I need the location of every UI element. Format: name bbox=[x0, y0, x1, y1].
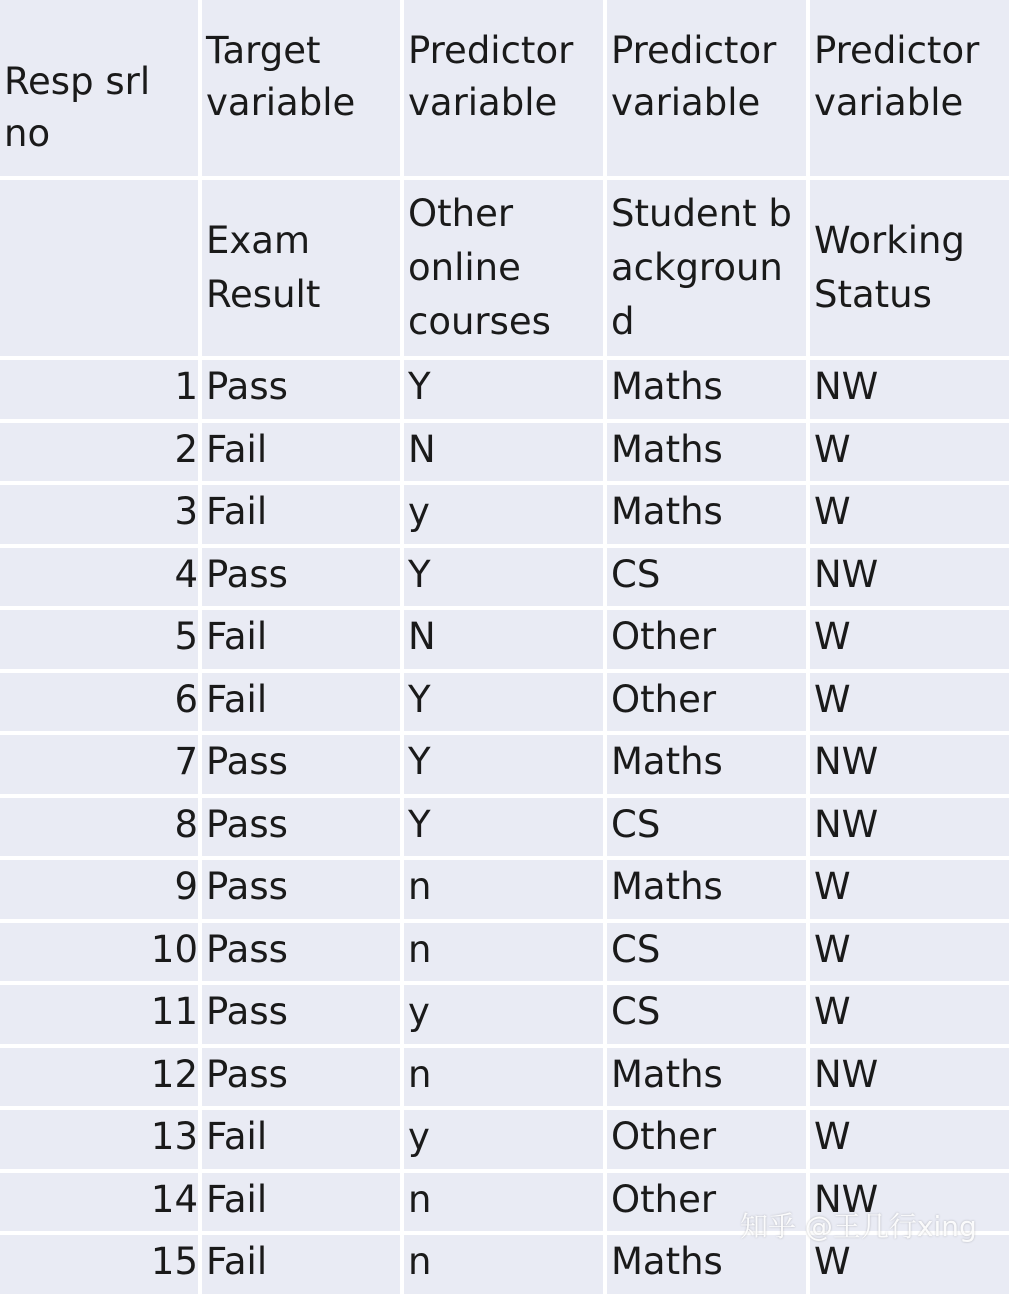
student-background-cell: Other bbox=[607, 673, 806, 732]
exam-result-cell: Pass bbox=[202, 1048, 400, 1107]
watermark: 知乎 @王几行xing bbox=[740, 1210, 977, 1243]
student-background-cell: Other bbox=[607, 1173, 806, 1232]
exam-result-cell: Fail bbox=[202, 1110, 400, 1169]
online-courses-cell: Y bbox=[404, 548, 603, 607]
online-courses-cell: y bbox=[404, 985, 603, 1044]
online-courses-cell: n bbox=[404, 923, 603, 982]
header-target-variable: Target variable bbox=[202, 0, 400, 176]
online-courses-cell: Y bbox=[404, 673, 603, 732]
row-number-cell: 13 bbox=[0, 1110, 198, 1169]
exam-result-cell: Fail bbox=[202, 1173, 400, 1232]
working-status-cell: W bbox=[810, 1235, 1009, 1294]
student-background-cell: Maths bbox=[607, 485, 806, 544]
student-background-cell: Other bbox=[607, 1110, 806, 1169]
online-courses-cell: Y bbox=[404, 360, 603, 419]
row-number-cell: 9 bbox=[0, 860, 198, 919]
student-background-cell: Maths bbox=[607, 735, 806, 794]
online-courses-cell: y bbox=[404, 485, 603, 544]
exam-result-cell: Fail bbox=[202, 1235, 400, 1294]
online-courses-cell: n bbox=[404, 1048, 603, 1107]
student-background-cell: CS bbox=[607, 548, 806, 607]
header-exam-result: Exam Result bbox=[202, 180, 400, 356]
student-background-cell: Maths bbox=[607, 860, 806, 919]
row-number-cell: 12 bbox=[0, 1048, 198, 1107]
student-background-cell: CS bbox=[607, 798, 806, 857]
exam-result-cell: Pass bbox=[202, 923, 400, 982]
online-courses-cell: n bbox=[404, 1173, 603, 1232]
working-status-cell: NW bbox=[810, 798, 1009, 857]
header-empty-cell bbox=[0, 180, 198, 356]
student-background-cell: Maths bbox=[607, 423, 806, 482]
row-number-cell: 15 bbox=[0, 1235, 198, 1294]
working-status-cell: W bbox=[810, 923, 1009, 982]
exam-result-cell: Pass bbox=[202, 798, 400, 857]
row-number-cell: 2 bbox=[0, 423, 198, 482]
exam-result-cell: Fail bbox=[202, 673, 400, 732]
row-number-cell: 14 bbox=[0, 1173, 198, 1232]
working-status-cell: W bbox=[810, 423, 1009, 482]
exam-result-cell: Fail bbox=[202, 610, 400, 669]
working-status-cell: NW bbox=[810, 735, 1009, 794]
online-courses-cell: Y bbox=[404, 798, 603, 857]
header-predictor-variable-1: Predictor variable bbox=[404, 0, 603, 176]
row-number-cell: 4 bbox=[0, 548, 198, 607]
row-number-cell: 5 bbox=[0, 610, 198, 669]
working-status-cell: W bbox=[810, 485, 1009, 544]
online-courses-cell: N bbox=[404, 610, 603, 669]
student-background-cell: Maths bbox=[607, 1235, 806, 1294]
working-status-cell: W bbox=[810, 673, 1009, 732]
online-courses-cell: y bbox=[404, 1110, 603, 1169]
working-status-cell: NW bbox=[810, 360, 1009, 419]
student-background-cell: CS bbox=[607, 923, 806, 982]
exam-result-cell: Fail bbox=[202, 485, 400, 544]
exam-result-cell: Pass bbox=[202, 548, 400, 607]
header-other-online-courses: Other online courses bbox=[404, 180, 603, 356]
online-courses-cell: N bbox=[404, 423, 603, 482]
row-number-cell: 6 bbox=[0, 673, 198, 732]
header-working-status: Working Status bbox=[810, 180, 1009, 356]
online-courses-cell: Y bbox=[404, 735, 603, 794]
row-number-cell: 3 bbox=[0, 485, 198, 544]
row-number-cell: 1 bbox=[0, 360, 198, 419]
working-status-cell: NW bbox=[810, 1173, 1009, 1232]
exam-result-cell: Pass bbox=[202, 735, 400, 794]
student-background-cell: Maths bbox=[607, 360, 806, 419]
online-courses-cell: n bbox=[404, 1235, 603, 1294]
header-resp-srl-no: Resp srl no bbox=[0, 0, 198, 176]
student-background-cell: Maths bbox=[607, 1048, 806, 1107]
header-student-background: Student backgroun d bbox=[607, 180, 806, 356]
row-number-cell: 10 bbox=[0, 923, 198, 982]
working-status-cell: W bbox=[810, 610, 1009, 669]
row-number-cell: 11 bbox=[0, 985, 198, 1044]
row-number-cell: 8 bbox=[0, 798, 198, 857]
header-predictor-variable-2: Predictor variable bbox=[607, 0, 806, 176]
working-status-cell: W bbox=[810, 985, 1009, 1044]
working-status-cell: NW bbox=[810, 1048, 1009, 1107]
working-status-cell: W bbox=[810, 860, 1009, 919]
student-background-cell: CS bbox=[607, 985, 806, 1044]
row-number-cell: 7 bbox=[0, 735, 198, 794]
working-status-cell: NW bbox=[810, 548, 1009, 607]
online-courses-cell: n bbox=[404, 860, 603, 919]
exam-result-cell: Pass bbox=[202, 360, 400, 419]
exam-result-cell: Fail bbox=[202, 423, 400, 482]
exam-result-cell: Pass bbox=[202, 860, 400, 919]
exam-result-cell: Pass bbox=[202, 985, 400, 1044]
student-background-cell: Other bbox=[607, 610, 806, 669]
working-status-cell: W bbox=[810, 1110, 1009, 1169]
header-predictor-variable-3: Predictor variable bbox=[810, 0, 1009, 176]
